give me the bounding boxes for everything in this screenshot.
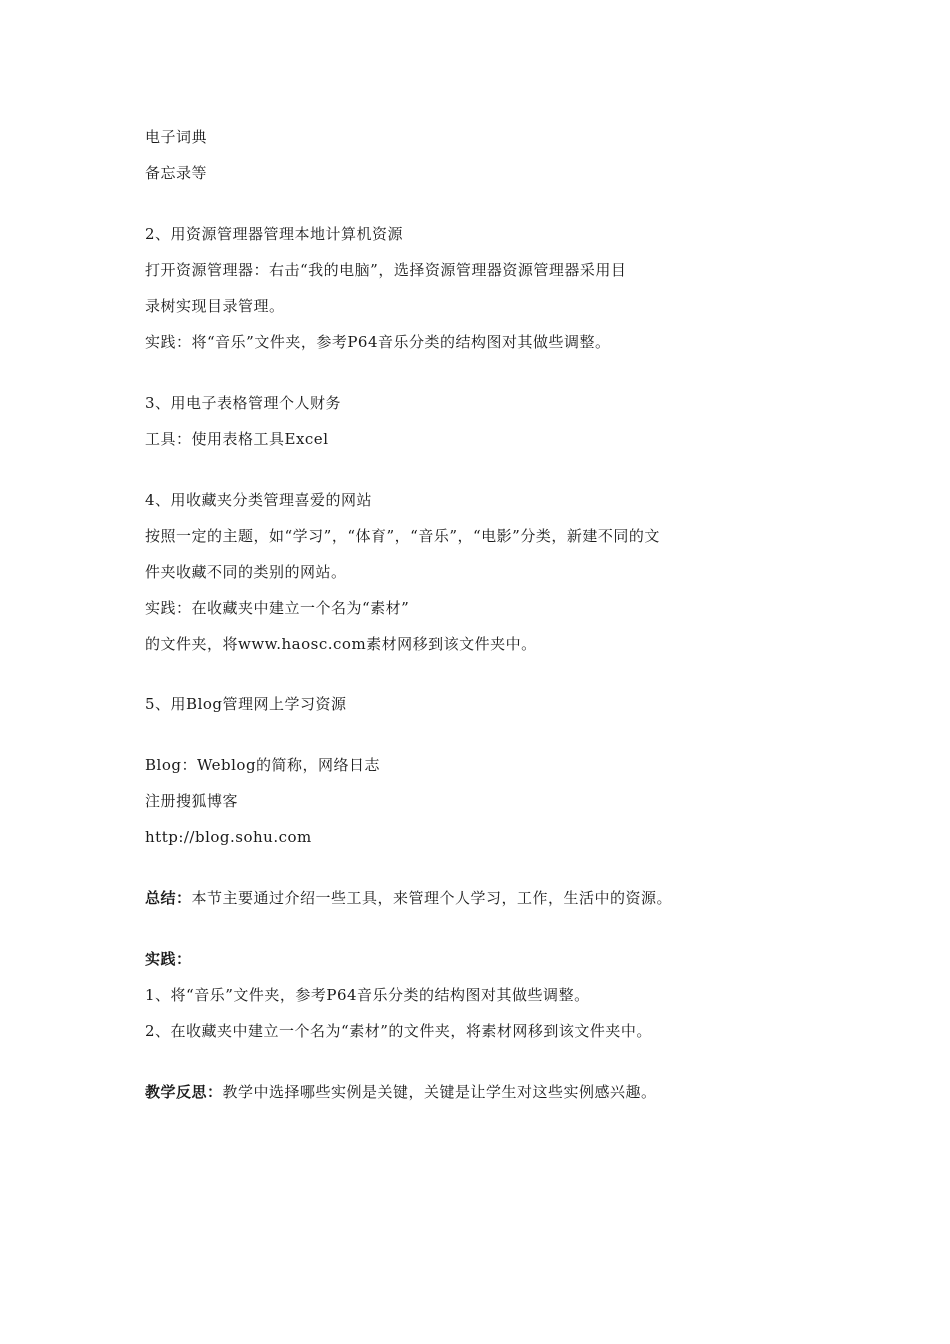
text-line: 按照一定的主题，如“学习”，“体育”，“音乐”，“电影”分类，新建不同的文 <box>145 527 660 545</box>
text-line: 实践：在收藏夹中建立一个名为“素材” <box>145 599 410 617</box>
reflection-label: 教学反思： <box>145 1083 223 1101</box>
summary-text: 本节主要通过介绍一些工具，来管理个人学习，工作，生活中的资源。 <box>191 889 673 907</box>
summary-line <box>145 888 672 908</box>
section-heading: 2、用资源管理器管理本地计算机资源 <box>145 225 404 243</box>
text-line: 注册搜狐博客 <box>145 792 239 810</box>
section-heading: 3、用电子表格管理个人财务 <box>145 394 342 412</box>
practice-label: 实践： <box>145 950 192 968</box>
section-heading: 5、用Blog管理网上学习资源 <box>145 695 347 713</box>
text-line: 录树实现目录管理。 <box>145 297 285 315</box>
text-line: Blog：Weblog的简称，网络日志 <box>145 756 381 774</box>
section-heading: 4、用收藏夹分类管理喜爱的网站 <box>145 491 373 509</box>
text-line: 工具：使用表格工具Excel <box>145 430 329 448</box>
text-line: 打开资源管理器：右击“我的电脑”，选择资源管理器资源管理器采用目 <box>145 261 627 279</box>
text-line: 备忘录等 <box>145 164 208 182</box>
text-line: 的文件夹，将www.haosc.com素材网移到该文件夹中。 <box>145 635 537 653</box>
text-line: 实践：将“音乐”文件夹，参考P64音乐分类的结构图对其做些调整。 <box>145 333 611 351</box>
summary-label: 总结： <box>145 889 192 907</box>
practice-item: 1、将“音乐”文件夹，参考P64音乐分类的结构图对其做些调整。 <box>145 986 590 1004</box>
url-text: http://blog.sohu.com <box>145 828 312 846</box>
text-line: 件夹收藏不同的类别的网站。 <box>145 563 347 581</box>
practice-item: 2、在收藏夹中建立一个名为“素材”的文件夹，将素材网移到该文件夹中。 <box>145 1022 652 1040</box>
reflection-text: 教学中选择哪些实例是关键，关键是让学生对这些实例感兴趣。 <box>222 1083 657 1101</box>
reflection-line <box>145 1082 657 1102</box>
document-page <box>145 0 805 1344</box>
text-line: 电子词典 <box>145 128 208 146</box>
